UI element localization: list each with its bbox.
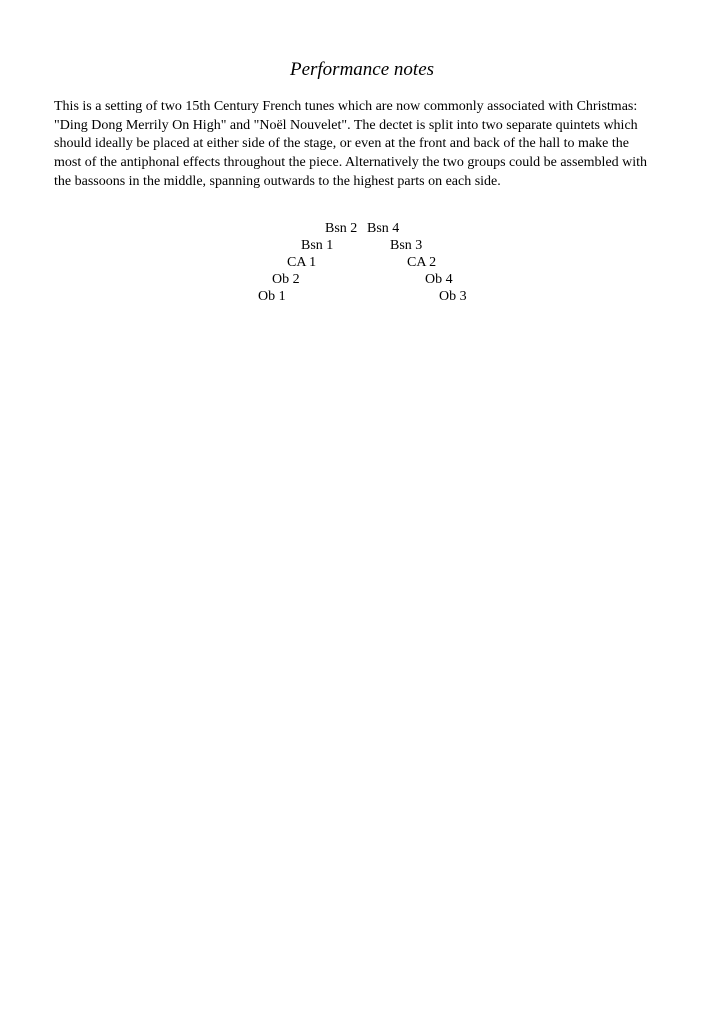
seat-oboe-2: Ob 2 bbox=[272, 272, 300, 287]
seat-oboe-4: Ob 4 bbox=[425, 272, 453, 287]
paragraph-line: should ideally be placed at either side of the stage, or even at the front and back of the hall to make the bbox=[54, 136, 629, 152]
seat-bassoon-3: Bsn 3 bbox=[390, 238, 423, 253]
page-title: Performance notes bbox=[289, 59, 435, 80]
seat-bassoon-2: Bsn 2 bbox=[325, 221, 358, 236]
paragraph-line: "Ding Dong Merrily On High" and "Noël Nouvelet". The dectet is split into two separate quintets which bbox=[54, 117, 638, 133]
seat-bassoon-1: Bsn 1 bbox=[301, 238, 334, 253]
paragraph-line: most of the antiphonal effects throughout the piece. Alternatively the two groups could be assembled with bbox=[54, 155, 648, 171]
seat-cor-anglais-1: CA 1 bbox=[287, 255, 317, 270]
seat-oboe-1: Ob 1 bbox=[258, 289, 286, 304]
paragraph-line: the bassoons in the middle, spanning outwards to the highest parts on each side. bbox=[54, 173, 501, 189]
seat-bassoon-4: Bsn 4 bbox=[367, 221, 400, 236]
seat-oboe-3: Ob 3 bbox=[439, 289, 467, 304]
performance-notes-paragraph bbox=[54, 98, 694, 192]
paragraph-line: This is a setting of two 15th Century French tunes which are now commonly associated with Christmas: bbox=[54, 99, 638, 114]
seat-cor-anglais-2: CA 2 bbox=[407, 255, 437, 270]
